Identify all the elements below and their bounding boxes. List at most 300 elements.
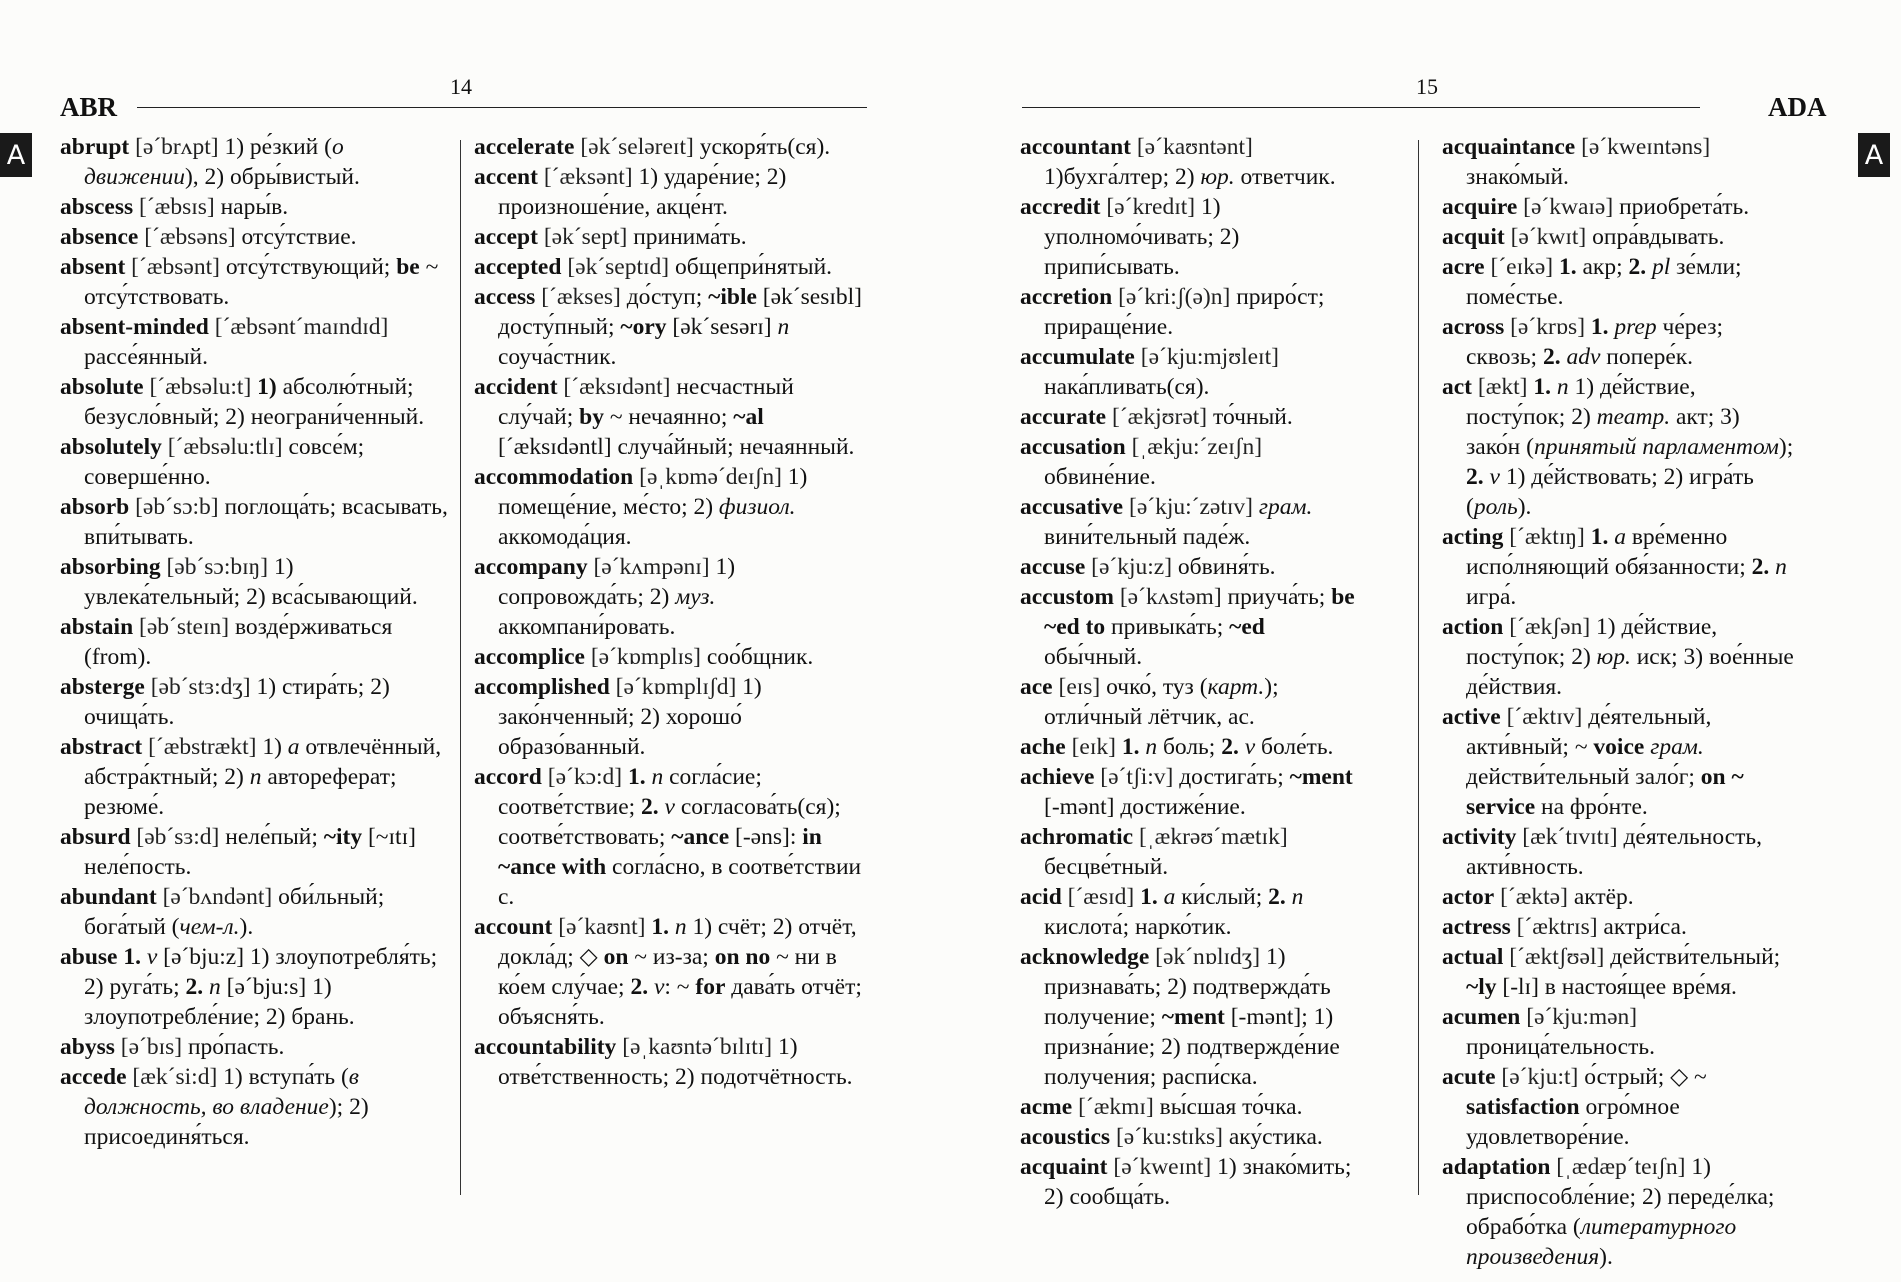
headword: accusative [1020, 494, 1124, 520]
definition-text: [-mənt]; 1) призна́ние; 2) подтвержде́ние получения; распи́ска. [1044, 1004, 1340, 1090]
bold-form: on ~ service [1466, 764, 1744, 820]
dictionary-entry [60, 132, 450, 192]
definition-text: ~ отсу́тствовать. [84, 254, 439, 310]
dictionary-entry [1442, 882, 1794, 912]
definition-text: ускоря́ть(ся). [693, 134, 831, 160]
definition-text: согласова́ть(ся); соотве́тствовать; [498, 794, 841, 850]
bold-form: 1. [1590, 524, 1609, 550]
definition-text: отсу́тствие. [235, 224, 357, 250]
definition-text: 1) счёт; 2) отчёт, докла́д; ◇ [498, 914, 857, 970]
italic-label: prep [1614, 314, 1657, 340]
definition-text: ), 2) обры́вистый. [184, 164, 360, 190]
headword: adaptation [1442, 1154, 1551, 1180]
definition-text: проница́тельность. [1466, 1034, 1655, 1060]
definition-text: отсу́тствующий; [219, 254, 397, 280]
definition-text: [əˊbju:s] 1) злоупотребле́ние; 2) брань. [84, 974, 355, 1030]
dictionary-entry [60, 432, 450, 492]
definition-text: [əkˊsesɪbl] досту́пный; [498, 284, 862, 340]
definition-text: 1) [256, 734, 288, 760]
italic-label: чем-л. [179, 914, 240, 940]
transcription: [ˊæktɪv] [1506, 704, 1583, 730]
italic-label: физиол. [718, 494, 796, 520]
dictionary-entry [1442, 822, 1794, 882]
transcription: [əˊkwaɪə] [1523, 194, 1614, 220]
definition-text: очко́, туз ( [1100, 674, 1208, 700]
definition-text: знако́мый. [1466, 164, 1569, 190]
italic-label: pl [1652, 254, 1671, 280]
dictionary-entry [60, 672, 450, 732]
headword: achieve [1020, 764, 1095, 790]
bold-form: ~ity [323, 824, 363, 850]
definition-text: [əkˊsesərɪ] [666, 314, 778, 340]
headword: absent-minded [60, 314, 209, 340]
italic-label: роль [1473, 494, 1518, 520]
headword: accede [60, 1064, 127, 1090]
transcription: [ˊæksənt] [543, 164, 633, 190]
headword: actress [1442, 914, 1511, 940]
italic-label: n [1775, 554, 1787, 580]
italic-label: n [651, 764, 664, 790]
dictionary-entry [1020, 882, 1366, 942]
thumb-index-tab[interactable]: A [0, 133, 32, 177]
header-rule [137, 107, 867, 108]
definition-text: актри́са. [1597, 914, 1687, 940]
headword: abrupt [60, 134, 130, 160]
headword: accredit [1020, 194, 1101, 220]
headword: acting [1442, 524, 1504, 550]
transcription: [əˊkweɪnt] [1113, 1154, 1212, 1180]
dictionary-entry [1442, 612, 1794, 702]
bold-form: ~ly [1466, 974, 1497, 1000]
definition-text: 1)бухга́лтер; 2) [1044, 164, 1201, 190]
definition-text: вре́менно испо́лняющий обя́занности; [1466, 524, 1752, 580]
definition-text: ~ нечаянно; [603, 404, 734, 430]
headword: act [1442, 374, 1473, 400]
italic-label: adv [1566, 344, 1601, 370]
definition-text: вы́сшая то́чка. [1153, 1094, 1303, 1120]
transcription: [əˊtʃi:v] [1100, 764, 1174, 790]
definition-text: ). [1599, 1244, 1613, 1270]
headword: accepted [474, 254, 562, 280]
transcription: [əˊkɔ:d] [547, 764, 623, 790]
transcription: [ˊæbsəlu:tlɪ] [167, 434, 283, 460]
headword: acme [1020, 1094, 1073, 1120]
dictionary-entry [60, 822, 450, 882]
transcription: [əkˊnɒlɪdʒ] [1155, 944, 1261, 970]
headword: actual [1442, 944, 1504, 970]
dictionary-entry [1442, 312, 1794, 372]
dictionary-entry [1442, 942, 1794, 1002]
definition-text: зе́мли; поме́стье. [1466, 254, 1742, 310]
headword: absurd [60, 824, 131, 850]
dictionary-entry [60, 1032, 450, 1062]
bold-form: 2. [641, 794, 659, 820]
definition-text: кислота́; нарко́тик. [1044, 914, 1232, 940]
headword: abundant [60, 884, 157, 910]
bold-form: ~ible [708, 284, 757, 310]
headword: abuse 1. [60, 944, 141, 970]
definition-text: : ~ [664, 974, 696, 1000]
transcription: [əˊkɒmplɪʃd] [615, 674, 737, 700]
italic-label: v [664, 794, 675, 820]
thumb-index-tab[interactable]: A [1858, 133, 1890, 177]
headword: abstain [60, 614, 134, 640]
italic-label: n [249, 764, 262, 790]
bold-form: in ~ance with [498, 824, 822, 880]
headword: abyss [60, 1034, 115, 1060]
definition-text: абсолю́тный; безусло́вный; 2) неограни́ченный. [84, 374, 425, 430]
dictionary-entry [1020, 732, 1366, 762]
bold-form: 2. [1751, 554, 1770, 580]
transcription: [əˊkju:mjʊleɪt] [1140, 344, 1279, 370]
definition-text: ). [1517, 494, 1532, 520]
dictionary-column [1442, 132, 1794, 1272]
dictionary-entry [1442, 912, 1794, 942]
dictionary-entry [60, 552, 450, 612]
definition-text: нары́в. [214, 194, 289, 220]
bold-form: ~ed [1229, 614, 1265, 640]
headword: abscess [60, 194, 134, 220]
definition-text: ); [1778, 434, 1794, 460]
headword: activity [1442, 824, 1517, 850]
definition-text: 1) де́йствие, посту́пок; 2) [1466, 614, 1718, 670]
bold-form: 2. [1542, 344, 1561, 370]
guide-word: ABR [60, 92, 118, 122]
transcription: [əˊkwɪt] [1510, 224, 1587, 250]
definition-text: боль; [1157, 734, 1222, 760]
definition-text: то́чный. [1207, 404, 1293, 430]
bold-form: ~al [733, 404, 764, 430]
dictionary-entry [1020, 822, 1366, 882]
headword: absence [60, 224, 139, 250]
dictionary-entry [474, 132, 872, 162]
italic-label: v [1244, 734, 1256, 760]
definition-text: [-lɪ] в настоя́щее вре́мя. [1496, 974, 1737, 1000]
bold-form: 1. [1121, 734, 1140, 760]
headword: absorb [60, 494, 130, 520]
transcription: [ˊæbsəlu:t] [149, 374, 252, 400]
column-divider [460, 140, 461, 1195]
transcription: [əˊbʌndənt] [162, 884, 273, 910]
definition-text: про́пасть. [182, 1034, 285, 1060]
transcription: [ˊæbsəntˊmaɪndɪd] [214, 314, 389, 340]
italic-label: о движении [84, 134, 344, 190]
bold-form: 2. [1466, 464, 1484, 490]
headword: accountability [474, 1034, 617, 1060]
dictionary-entry [1020, 1092, 1366, 1122]
definition-text: че́рез; сквозь; [1466, 314, 1724, 370]
headword: accumulate [1020, 344, 1135, 370]
dictionary-entry [474, 912, 872, 1032]
definition-text: 1) сопровожда́ть; 2) [498, 554, 736, 610]
transcription: [ˌækju:ˊzeɪʃn] [1131, 434, 1263, 460]
transcription: [ˊækʃən] [1509, 614, 1591, 640]
transcription: [əˊkrɒs] [1510, 314, 1586, 340]
transcription: [əˊkredɪt] [1106, 194, 1196, 220]
definition-text: ). [239, 914, 254, 940]
definition-text: акр; [1576, 254, 1629, 280]
transcription: [ˊæbsɪs] [139, 194, 215, 220]
headword: acute [1442, 1064, 1496, 1090]
transcription: [əkˊseləreɪt] [580, 134, 694, 160]
headword: accord [474, 764, 542, 790]
dictionary-entry [474, 1032, 872, 1092]
headword: absorbing [60, 554, 161, 580]
headword: acquaintance [1442, 134, 1576, 160]
italic-label: литературного произведения [1466, 1214, 1737, 1270]
dictionary-entry [474, 462, 872, 552]
guide-word: ADA [1768, 92, 1827, 122]
transcription: [eɪs] [1058, 674, 1101, 700]
bold-form: 1) [257, 374, 277, 400]
dictionary-entry [1020, 762, 1366, 822]
transcription: [əbˊsɔ:bɪŋ] [166, 554, 269, 580]
definition-text: неле́пый; [219, 824, 324, 850]
transcription: [ˊæktʃʊəl] [1509, 944, 1605, 970]
definition-text: общепри́нятый. [669, 254, 833, 280]
dictionary-entry [60, 252, 450, 312]
dictionary-entry [1020, 342, 1366, 402]
dictionary-entry [1442, 522, 1794, 612]
headword: ache [1020, 734, 1066, 760]
headword: accusation [1020, 434, 1126, 460]
italic-label: n [777, 314, 790, 340]
headword: absolute [60, 374, 144, 400]
definition-text: [-mənt] достиже́ние. [1044, 794, 1246, 820]
italic-label: юр. [1596, 644, 1631, 670]
bold-form: 1. [1140, 884, 1158, 910]
definition-text: действи́тельный зало́г; [1466, 764, 1701, 790]
definition-text: автореферат; резюме́. [84, 764, 397, 820]
headword: acumen [1442, 1004, 1521, 1030]
dictionary-entry [60, 1062, 450, 1152]
definition-text: поглоща́ть; всасывать, впи́тывать. [84, 494, 448, 550]
definition-text: приуча́ть; [1221, 584, 1332, 610]
definition-text: игра́. [1466, 584, 1517, 610]
dictionary-entry [1442, 702, 1794, 822]
headword: accompany [474, 554, 588, 580]
definition-text: 1) знако́мить; 2) сообща́ть. [1044, 1154, 1352, 1210]
dictionary-entry [60, 222, 450, 252]
headword: actor [1442, 884, 1495, 910]
dictionary-entry [474, 762, 872, 912]
headword: acknowledge [1020, 944, 1150, 970]
definition-text: акт; 3) зако́н ( [1466, 404, 1740, 460]
definition-text: соо́бщник. [701, 644, 814, 670]
bold-form: 2. [1221, 734, 1239, 760]
dictionary-entry [474, 222, 872, 252]
transcription: [ækt] [1477, 374, 1528, 400]
transcription: [əkˊsept] [543, 224, 628, 250]
definition-text: обвиня́ть. [1172, 554, 1276, 580]
dictionary-entry [1020, 192, 1366, 282]
definition-text: приро́ст; прираще́ние. [1044, 284, 1325, 340]
definition-text: согла́сно, в соотве́тствии с. [498, 854, 862, 910]
definition-text: иск; 3) вое́нные де́йствия. [1466, 644, 1794, 700]
dictionary-entry [1020, 1152, 1366, 1212]
transcription: [eɪk] [1071, 734, 1116, 760]
definition-text: [-əns]: [729, 824, 803, 850]
definition-text: принима́ть. [627, 224, 747, 250]
definition-text: 1) ре́зкий ( [218, 134, 332, 160]
definition-text: действи́тельный; [1604, 944, 1781, 970]
headword: accomplished [474, 674, 610, 700]
transcription: [əbˊsɜ:d] [136, 824, 220, 850]
headword: acquire [1442, 194, 1518, 220]
definition-text: ); 2) присоединя́ться. [84, 1094, 369, 1150]
definition-text: дава́ть отчёт; объясня́ть. [498, 974, 862, 1030]
dictionary-entry [1442, 372, 1794, 522]
transcription: [ækˊsi:d] [132, 1064, 218, 1090]
headword: accept [474, 224, 538, 250]
definition-text: привыка́ть; [1105, 614, 1230, 640]
dictionary-entry [474, 252, 872, 282]
dictionary-entry [60, 732, 450, 822]
bold-form: on no [714, 944, 771, 970]
definition-text: ~ из-за; [628, 944, 715, 970]
definition-text: до́ступ; [620, 284, 709, 310]
italic-label: n [1556, 374, 1569, 400]
definition-text: ); отли́чный лётчик, ас. [1044, 674, 1279, 730]
italic-label: v [146, 944, 158, 970]
dictionary-entry [1020, 432, 1366, 492]
definition-text: аку́стика. [1223, 1124, 1323, 1150]
transcription: [ˌædæpˊteɪʃn] [1556, 1154, 1686, 1180]
headword: absterge [60, 674, 145, 700]
italic-label: грам. [1258, 494, 1313, 520]
definition-text: обы́чный. [1044, 644, 1143, 670]
transcription: [əˊkri:ʃ(ə)n] [1118, 284, 1231, 310]
bold-form: be [396, 254, 420, 280]
dictionary-entry [1020, 582, 1366, 672]
headword: acre [1442, 254, 1485, 280]
headword: achromatic [1020, 824, 1134, 850]
header-rule [1022, 107, 1700, 108]
bold-form: for [695, 974, 726, 1000]
bold-form: 1. [1559, 254, 1577, 280]
bold-form: 1. [651, 914, 669, 940]
definition-text: о́стрый; ◇ ~ [1578, 1064, 1707, 1090]
transcription: [əˊkaʊntənt] [1136, 134, 1253, 160]
definition-text: вини́тельный паде́ж. [1044, 524, 1251, 550]
definition-text: согла́сие; соотве́тствие; [498, 764, 762, 820]
italic-label: грам. [1650, 734, 1704, 760]
italic-label: v [1489, 464, 1500, 490]
transcription: [ˊækjʊrət] [1112, 404, 1208, 430]
definition-text: 1) вступа́ть ( [217, 1064, 349, 1090]
bold-form: 2. [630, 974, 649, 1000]
dictionary-entry [60, 942, 450, 1032]
bold-form: 2. [185, 974, 204, 1000]
transcription: [əˊkju:t] [1501, 1064, 1579, 1090]
dictionary-entry [1442, 1152, 1794, 1272]
bold-form: ~ment [1161, 1004, 1225, 1030]
dictionary-entry [1442, 132, 1794, 192]
definition-text: 1) уполномо́чивать; 2) припи́сывать. [1044, 194, 1240, 280]
transcription: [əkˊseptɪd] [567, 254, 670, 280]
definition-text: ответчик. [1234, 164, 1336, 190]
definition-text: достига́ть; [1173, 764, 1290, 790]
italic-label: n [1145, 734, 1158, 760]
italic-label: принятый парламентом [1533, 434, 1779, 460]
headword: accustom [1020, 584, 1114, 610]
definition-text: огро́мное удовлетворе́ние. [1466, 1094, 1680, 1150]
italic-label: a [1614, 524, 1626, 550]
italic-label: n [209, 974, 221, 1000]
dictionary-entry [474, 672, 872, 762]
italic-label: юр. [1200, 164, 1235, 190]
dictionary-entry [474, 552, 872, 642]
definition-text: отвлечённый, абстра́ктный; 2) [84, 734, 442, 790]
definition-text: де́ятельность, акти́вность. [1466, 824, 1762, 880]
headword: across [1442, 314, 1505, 340]
dictionary-entry [1442, 222, 1794, 252]
headword: accommodation [474, 464, 634, 490]
dictionary-column [1020, 132, 1366, 1212]
transcription: [əˊkɒmplɪs] [590, 644, 701, 670]
transcription: [ˊækses] [541, 284, 621, 310]
dictionary-entry [60, 192, 450, 222]
definition-text: 1) приспособле́ние; 2) переде́лка; обрабо́тка ( [1466, 1154, 1775, 1240]
bold-form: by [579, 404, 604, 430]
italic-label: a [287, 734, 300, 760]
definition-text: [ˊæksɪdəntl] случа́йный; нечаянный. [498, 434, 855, 460]
transcription: [əbˊsteɪn] [139, 614, 230, 640]
definition-text: 1) увлека́тельный; 2) вса́сывающий. [84, 554, 418, 610]
transcription: [ˊæbsənt] [131, 254, 220, 280]
transcription: [ˊæktɪŋ] [1509, 524, 1585, 550]
dictionary-entry [1020, 492, 1366, 552]
dictionary-entry [60, 492, 450, 552]
bold-form: 2. [1268, 884, 1286, 910]
transcription: [ˊæsɪd] [1067, 884, 1135, 910]
headword: accomplice [474, 644, 585, 670]
transcription: [ˊæktə] [1500, 884, 1568, 910]
definition-text: [~ɪtɪ] неле́пость. [84, 824, 416, 880]
definition-text: ~ ни в ко́ем слу́чае; [498, 944, 837, 1000]
dictionary-entry [474, 372, 872, 462]
dictionary-entry [60, 882, 450, 942]
definition-text: обвине́ние. [1044, 464, 1156, 490]
italic-label: n [1291, 884, 1304, 910]
headword: accurate [1020, 404, 1107, 430]
dictionary-entry [1442, 252, 1794, 312]
bold-form: voice [1593, 734, 1645, 760]
transcription: [ˊeɪkə] [1490, 254, 1554, 280]
transcription: [əˊkʌmpənɪ] [593, 554, 710, 580]
dictionary-entry [60, 312, 450, 372]
bold-form: ~ment [1289, 764, 1353, 790]
definition-text: аккомпани́ровать. [498, 614, 676, 640]
definition-text: приобрета́ть. [1613, 194, 1750, 220]
definition-text: попере́к. [1600, 344, 1694, 370]
headword: acoustics [1020, 1124, 1111, 1150]
headword: acquaint [1020, 1154, 1108, 1180]
definition-text: совсе́м; соверше́нно. [84, 434, 365, 490]
page-number: 15 [1416, 74, 1438, 99]
definition-text: 1) де́йствие, посту́пок; 2) [1466, 374, 1696, 430]
bold-form: 1. [1533, 374, 1551, 400]
headword: acquit [1442, 224, 1505, 250]
headword: accretion [1020, 284, 1113, 310]
italic-label: муз. [675, 584, 716, 610]
dictionary-entry [474, 162, 872, 222]
headword: accident [474, 374, 558, 400]
headword: action [1442, 614, 1504, 640]
bold-form: on [603, 944, 629, 970]
headword: active [1442, 704, 1501, 730]
definition-text: рассе́янный. [84, 344, 208, 370]
